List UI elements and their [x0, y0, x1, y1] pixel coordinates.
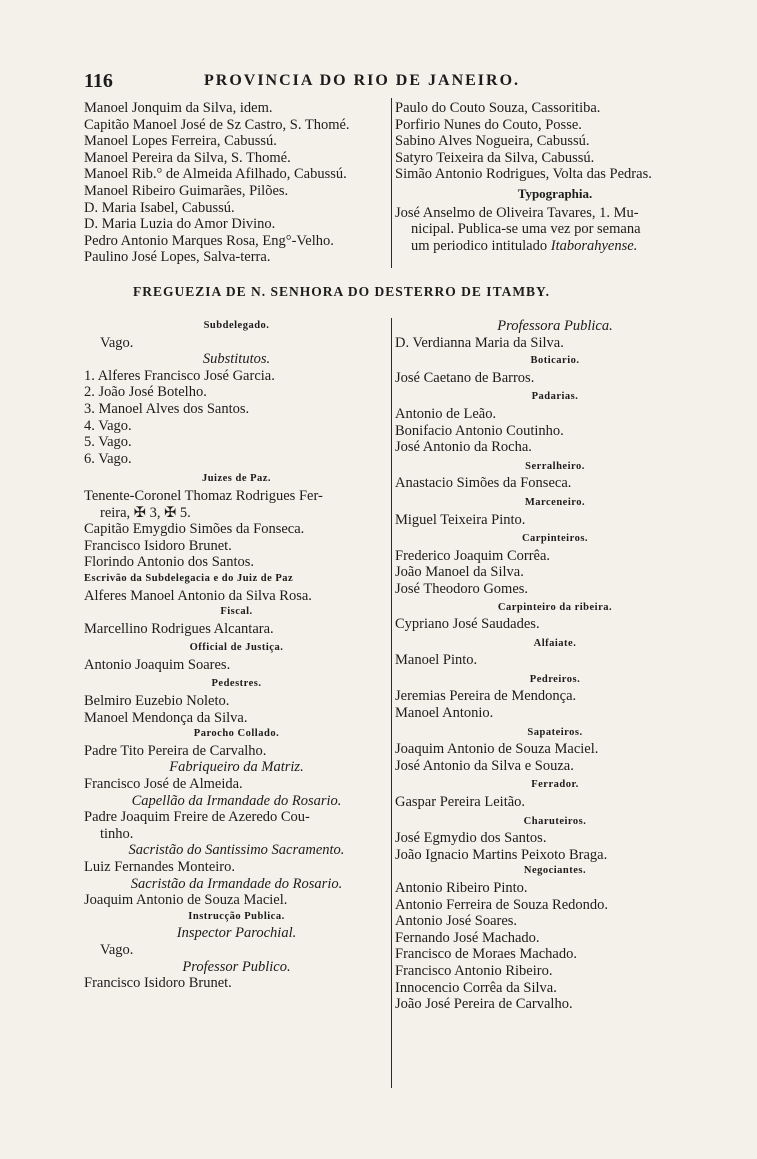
left-main-column	[84, 318, 389, 992]
list-item: Fernando José Machado.	[395, 929, 540, 946]
list-item: Joaquim Antonio de Souza Maciel.	[84, 892, 288, 909]
list-item: Paulo do Couto Souza, Cassoritiba.	[395, 100, 601, 116]
list-item: Frederico Joaquim Corrêa.	[395, 547, 551, 564]
list-item: Paulino José Lopes, Salva-terra.	[84, 249, 271, 266]
list-item: Francisco Isidoro Brunet.	[84, 537, 232, 554]
list-item: Francisco José de Almeida.	[84, 776, 243, 793]
heading-alfaiate: Alfaiate.	[533, 637, 577, 649]
list-item: Capitão Manoel José de Sz Castro, S. Thomé.	[84, 116, 350, 133]
column-divider	[391, 318, 392, 1088]
list-item: Gaspar Pereira Leitão.	[395, 794, 526, 811]
list-item: Simão Antonio Rodrigues, Volta das Pedras.	[395, 166, 652, 183]
heading-charuteiros: Charuteiros.	[523, 815, 587, 827]
page-title: PROVINCIA DO RIO DE JANEIRO.	[204, 72, 521, 89]
list-item: José Theodoro Gomes.	[395, 580, 529, 597]
list-item: Anastacio Simões da Fonseca.	[395, 475, 572, 492]
heading-padarias: Padarias.	[531, 391, 579, 403]
list-item: Manoel Mendonça da Silva.	[84, 709, 248, 726]
list-item: João Manoel da Silva.	[395, 564, 524, 581]
list-item: reira, ✠ 3, ✠ 5.	[100, 504, 191, 521]
list-item: Miguel Teixeira Pinto.	[395, 511, 526, 528]
list-item: Vago.	[100, 334, 134, 351]
heading-sapateiros: Sapateiros.	[527, 726, 583, 738]
list-item: Satyro Teixeira da Silva, Cabussú.	[395, 149, 595, 166]
list-item: Manoel Rib.° de Almeida Afilhado, Cabussú.	[84, 166, 347, 183]
list-item: D. Maria Luzia do Amor Divino.	[84, 216, 276, 233]
list-item: Sabino Alves Nogueira, Cabussú.	[395, 133, 590, 150]
heading-ferrador: Ferrador.	[531, 779, 579, 791]
list-item: Padre Joaquim Freire de Azeredo Cou-	[84, 809, 310, 826]
list-item: Manoel Jonquim da Silva, idem.	[84, 100, 273, 116]
list-item: 1. Alferes Francisco José Garcia.	[84, 367, 275, 384]
list-item: Manoel Antonio.	[395, 705, 494, 722]
list-item: Antonio Joaquim Soares.	[84, 656, 231, 673]
list-item: José Egmydio dos Santos.	[395, 830, 547, 847]
list-item: Antonio de Leão.	[395, 405, 497, 422]
list-item: João Ignacio Martins Peixoto Braga.	[395, 846, 608, 863]
heading-capellao: Capellão da Irmandade do Rosario.	[131, 792, 342, 809]
list-item: 5. Vago.	[84, 434, 132, 451]
list-item: Capitão Emygdio Simões da Fonseca.	[84, 521, 305, 538]
list-item: Bonifacio Antonio Coutinho.	[395, 422, 564, 439]
list-item: 2. João José Botelho.	[84, 384, 207, 401]
heading-pedestres: Pedestres.	[211, 678, 262, 690]
heading-instrucao: Instrucção Publica.	[188, 910, 285, 922]
list-item: Joaquim Antonio de Souza Maciel.	[395, 741, 599, 758]
list-item: Pedro Antonio Marques Rosa, Eng°-Velho.	[84, 232, 334, 249]
list-item: Jeremias Pereira de Mendonça.	[395, 688, 577, 705]
list-item: João José Pereira de Carvalho.	[395, 996, 573, 1013]
heading-parocho: Parocho Collado.	[193, 728, 280, 740]
heading-pedreiros: Pedreiros.	[529, 673, 581, 685]
list-item: José Antonio da Silva e Souza.	[395, 757, 574, 774]
list-item: Luiz Fernandes Monteiro.	[84, 859, 236, 875]
heading-sacristao-rosario: Sacristão da Irmandade do Rosario.	[130, 875, 343, 892]
list-item: Manoel Pinto.	[395, 652, 478, 669]
list-item: Vago.	[100, 941, 134, 958]
list-item: Manoel Pereira da Silva, S. Thomé.	[84, 149, 291, 166]
list-item: Marcellino Rodrigues Alcantara.	[84, 620, 274, 637]
heading-official: Official de Justiça.	[189, 642, 284, 654]
list-item: Francisco Isidoro Brunet.	[84, 975, 232, 992]
heading-boticario: Boticario.	[530, 355, 580, 367]
heading-inspector: Inspector Parochial.	[176, 925, 297, 942]
page-number: 116	[84, 70, 113, 92]
typographia-text: José Anselmo de Oliveira Tavares, 1. Mu-	[395, 204, 639, 221]
top-left-column	[84, 100, 389, 266]
list-item: Cypriano José Saudades.	[395, 616, 540, 633]
list-item: D. Maria Isabel, Cabussú.	[84, 199, 235, 216]
list-item: Florindo Antonio dos Santos.	[84, 554, 254, 571]
list-item: Antonio Ferreira de Souza Redondo.	[395, 896, 609, 913]
list-item: José Antonio da Rocha.	[395, 439, 532, 456]
list-item: 4. Vago.	[84, 417, 132, 434]
list-item: José Caetano de Barros.	[395, 369, 535, 386]
heading-professor: Professor Publico.	[182, 958, 291, 975]
column-divider	[391, 98, 392, 268]
list-item: Alferes Manoel Antonio da Silva Rosa.	[84, 587, 312, 604]
heading-serralheiro: Serralheiro.	[525, 460, 585, 472]
section-title: FREGUEZIA DE N. SENHORA DO DESTERRO DE ITAMBY.	[133, 284, 550, 299]
heading-negociantes: Negociantes.	[523, 865, 587, 877]
list-item: Francisco de Moraes Machado.	[395, 946, 577, 963]
typographia-heading: Typographia.	[517, 185, 593, 201]
heading-carpinteiros: Carpinteiros.	[521, 533, 589, 545]
list-item: Antonio José Soares.	[395, 913, 518, 930]
list-item: Padre Tito Pereira de Carvalho.	[84, 742, 267, 759]
list-item: 6. Vago.	[84, 450, 132, 467]
list-item: Antonio Ribeiro Pinto.	[395, 880, 528, 896]
heading-subdelegado: Subdelegado.	[203, 320, 270, 331]
list-item: Porfirio Nunes do Couto, Posse.	[395, 116, 582, 133]
heading-sacristao-sacramento: Sacristão do Santissimo Sacramento.	[128, 842, 345, 859]
list-item: 3. Manoel Alves dos Santos.	[84, 400, 250, 417]
heading-escrivao: Escrivão da Subdelegacia e do Juiz de Paz	[84, 572, 294, 584]
heading-substitutos: Substitutos.	[202, 351, 271, 368]
list-item: Innocencio Corrêa da Silva.	[395, 979, 557, 996]
newspaper-title: Itaborahyense.	[550, 237, 638, 254]
heading-fabriqueiro: Fabriqueiro da Matriz.	[169, 759, 304, 776]
heading-fiscal: Fiscal.	[220, 606, 253, 618]
heading-marceneiro: Marceneiro.	[524, 496, 586, 508]
heading-juizes: Juizes de Paz.	[201, 473, 272, 485]
list-item: tinho.	[100, 825, 134, 842]
list-item: D. Verdianna Maria da Silva.	[395, 334, 564, 351]
page-header	[84, 70, 684, 92]
list-item: Belmiro Euzebio Noleto.	[84, 693, 230, 710]
list-item: Manoel Lopes Ferreira, Cabussú.	[84, 133, 277, 150]
list-item: Manoel Ribeiro Guimarães, Pilões.	[84, 182, 289, 199]
list-item: Francisco Antonio Ribeiro.	[395, 962, 553, 979]
typographia-text: nicipal. Publica-se uma vez por semana	[411, 221, 641, 238]
heading-professora: Professora Publica.	[497, 318, 613, 334]
typographia-text: um periodico intitulado Itaborahyense.	[411, 237, 638, 254]
list-item: Tenente-Coronel Thomaz Rodrigues Fer-	[84, 487, 323, 504]
top-right-column	[395, 100, 715, 254]
heading-carpinteiro-ribeira: Carpinteiro da ribeira.	[497, 601, 613, 613]
right-main-column	[395, 318, 715, 1013]
